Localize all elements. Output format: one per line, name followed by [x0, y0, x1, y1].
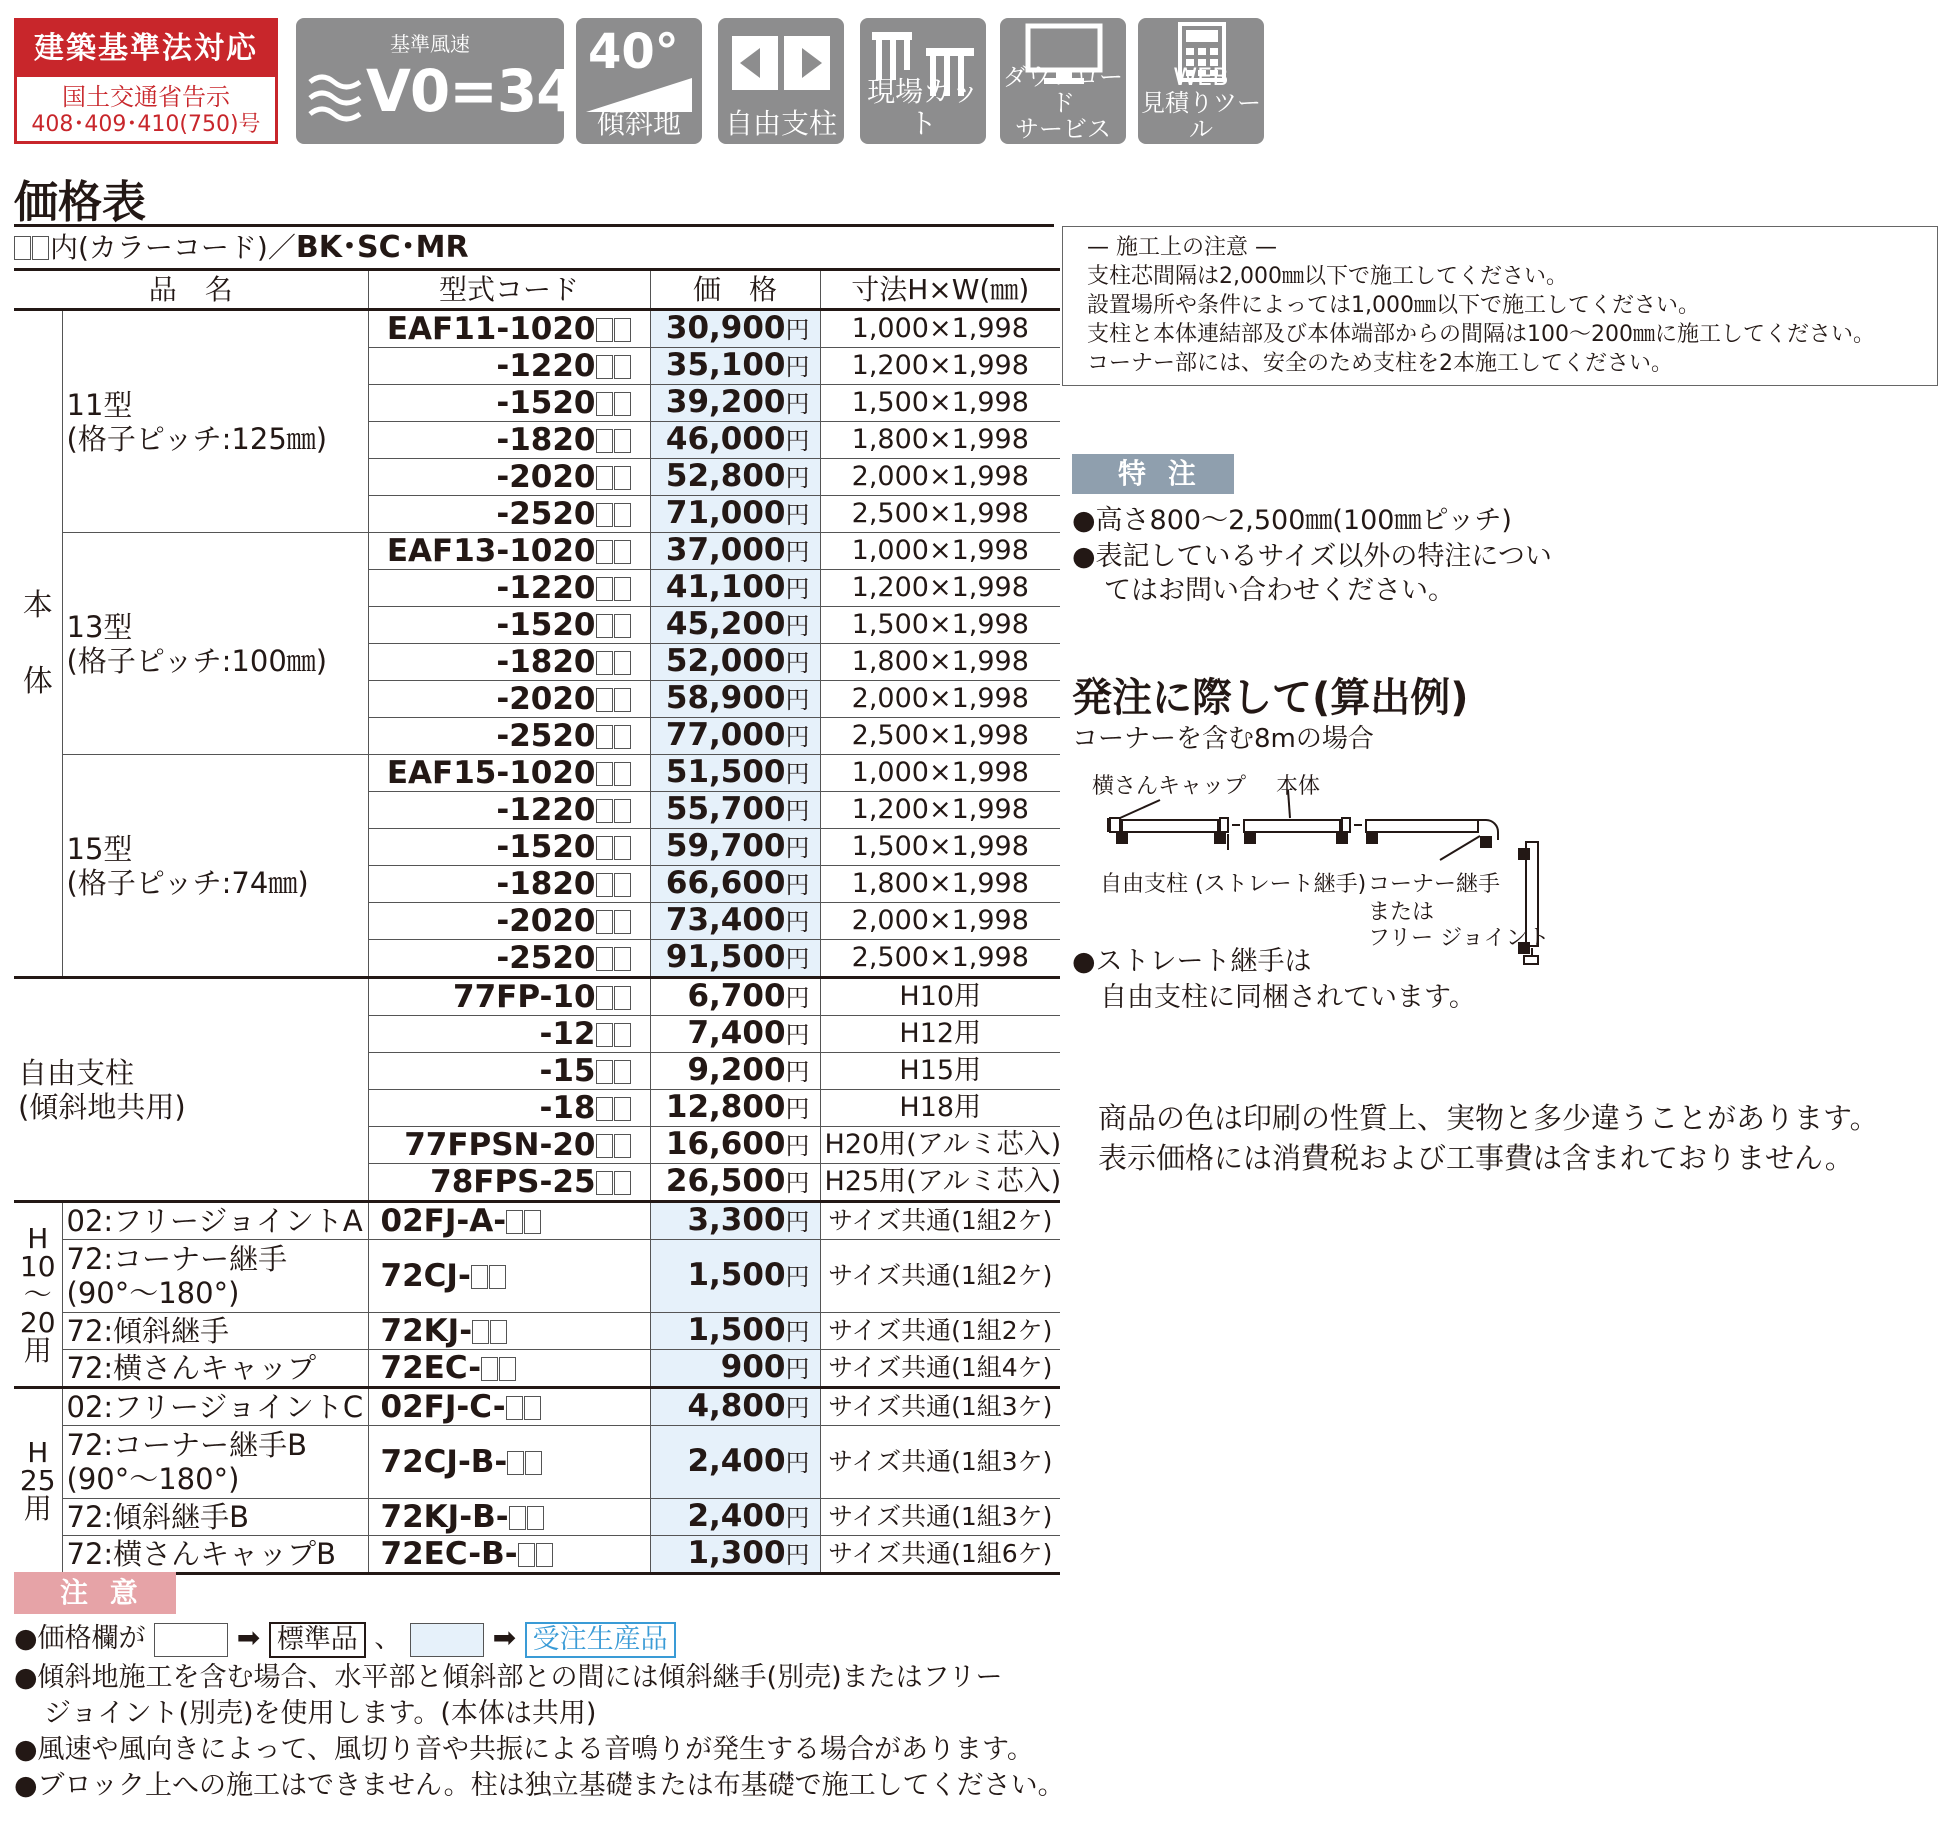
size-cell: 1,800×1,998 — [820, 866, 1060, 903]
price-cell: 16,600円 — [650, 1127, 820, 1164]
model-name: 13型 (格子ピッチ:100㎜) — [62, 533, 368, 755]
price-legend: ●価格欄が ➡ 標準品 、 ➡ 受注生産品 — [14, 1620, 676, 1658]
price-table — [14, 268, 1060, 1575]
price-cell: 37,000円 — [650, 533, 820, 570]
size-cell: H20用(アルミ芯入) — [820, 1127, 1060, 1164]
price-cell: 1,500円 — [650, 1313, 820, 1350]
free-post-badge — [718, 18, 844, 144]
price-cell: 900円 — [650, 1350, 820, 1388]
web-estimate-badge — [1138, 18, 1264, 144]
price-cell: 12,800円 — [650, 1090, 820, 1127]
part-name: 02:フリージョイントA — [62, 1202, 368, 1240]
table-row — [14, 755, 1060, 792]
price-cell: 52,000円 — [650, 644, 820, 681]
model-code: -1520 — [368, 385, 650, 422]
badge-title: 建築基準法対応 — [17, 21, 275, 77]
table-row — [14, 978, 1060, 1016]
price-cell: 59,700円 — [650, 829, 820, 866]
page-title: 価格表 — [14, 177, 146, 228]
made-to-order-swatch — [410, 1623, 484, 1657]
caution-note-1a: ●傾斜地施工を含む場合、水平部と傾斜部との間には傾斜継手(別売)またはフリー — [14, 1662, 1003, 1693]
price-cell: 7,400円 — [650, 1016, 820, 1053]
part-name: 72:コーナー継手B (90°～180°) — [62, 1426, 368, 1499]
standard-swatch — [154, 1623, 228, 1657]
height-label: H 10 ～ 20 用 — [14, 1202, 62, 1388]
model-code: -2520 — [368, 940, 650, 978]
post-name: 自由支柱 (傾斜地共用) — [14, 978, 368, 1202]
size-cell: 1,200×1,998 — [820, 570, 1060, 607]
size-cell: サイズ共通(1組3ケ) — [820, 1388, 1060, 1426]
model-code: 02FJ-C- — [368, 1388, 650, 1426]
post-label: 自由支柱 — [724, 107, 837, 140]
construction-line: 設置場所や条件によっては1,000㎜以下で施工してください。 — [1087, 293, 1700, 318]
label-free-joint: フリー ジョイント — [1368, 926, 1550, 951]
slope-badge — [576, 18, 702, 144]
model-code: 72CJ-B- — [368, 1426, 650, 1499]
model-code: 72KJ-B- — [368, 1499, 650, 1536]
size-cell: 1,000×1,998 — [820, 533, 1060, 570]
part-name: 72:コーナー継手 (90°～180°) — [62, 1240, 368, 1313]
color-code-note: 内(カラーコード)／BK･SC･MR — [14, 230, 469, 266]
web-label: WEB 見積りツール — [1141, 63, 1261, 143]
part-name: 72:横さんキャップB — [62, 1536, 368, 1574]
model-code: -2020 — [368, 903, 650, 940]
special-line-3: てはお問い合わせください。 — [1104, 575, 1455, 606]
size-cell: 2,000×1,998 — [820, 903, 1060, 940]
price-cell: 58,900円 — [650, 681, 820, 718]
badge-line1: 国土交通省告示 — [62, 83, 230, 111]
size-cell: H18用 — [820, 1090, 1060, 1127]
size-cell: H15用 — [820, 1053, 1060, 1090]
construction-line: 支柱芯間隔は2,000㎜以下で施工してください。 — [1087, 264, 1568, 289]
price-cell: 39,200円 — [650, 385, 820, 422]
special-line-1: ●高さ800～2,500㎜(100㎜ピッチ) — [1072, 505, 1512, 536]
size-cell: 1,200×1,998 — [820, 792, 1060, 829]
model-code: -1220 — [368, 348, 650, 385]
label-cap: 横さんキャップ — [1092, 774, 1247, 799]
size-cell: サイズ共通(1組3ケ) — [820, 1426, 1060, 1499]
size-cell: H10用 — [820, 978, 1060, 1016]
standard-tag: 標準品 — [269, 1622, 366, 1658]
price-cell: 4,800円 — [650, 1388, 820, 1426]
table-row — [14, 1388, 1060, 1426]
special-order-heading: 特 注 — [1072, 454, 1234, 494]
model-code: EAF11-1020 — [368, 310, 650, 348]
price-cell: 46,000円 — [650, 422, 820, 459]
size-cell: H12用 — [820, 1016, 1060, 1053]
model-code: 77FPSN-20 — [368, 1127, 650, 1164]
price-cell: 41,100円 — [650, 570, 820, 607]
caution-heading: 注 意 — [14, 1572, 176, 1614]
model-code: -1820 — [368, 644, 650, 681]
table-row — [14, 1426, 1060, 1499]
table-row — [14, 1350, 1060, 1388]
table-row — [14, 1202, 1060, 1240]
size-cell: 1,500×1,998 — [820, 829, 1060, 866]
model-code: 78FPS-25 — [368, 1164, 650, 1202]
disclaimer-color: 商品の色は印刷の性質上、実物と多少違うことがあります。 — [1098, 1101, 1879, 1135]
price-cell: 9,200円 — [650, 1053, 820, 1090]
model-code: 72KJ- — [368, 1313, 650, 1350]
price-cell: 73,400円 — [650, 903, 820, 940]
model-code: 72EC- — [368, 1350, 650, 1388]
price-cell: 45,200円 — [650, 607, 820, 644]
model-code: -12 — [368, 1016, 650, 1053]
size-cell: 2,000×1,998 — [820, 681, 1060, 718]
part-name: 72:横さんキャップ — [62, 1350, 368, 1388]
slope-value: 40° — [588, 24, 679, 80]
price-cell: 55,700円 — [650, 792, 820, 829]
model-code: -2520 — [368, 718, 650, 755]
size-cell: 2,500×1,998 — [820, 940, 1060, 978]
table-row — [14, 1240, 1060, 1313]
size-cell: 1,800×1,998 — [820, 644, 1060, 681]
size-cell: 2,000×1,998 — [820, 459, 1060, 496]
price-cell: 6,700円 — [650, 978, 820, 1016]
caution-note-3: ●ブロック上への施工はできません。柱は独立基礎または布基礎で施工してください。 — [14, 1770, 1065, 1801]
order-example-subtitle: コーナーを含む8mの場合 — [1072, 724, 1374, 754]
price-cell: 71,000円 — [650, 496, 820, 533]
model-code: 72EC-B- — [368, 1536, 650, 1574]
model-code: -15 — [368, 1053, 650, 1090]
part-name: 72:傾斜継手B — [62, 1499, 368, 1536]
price-cell: 1,300円 — [650, 1536, 820, 1574]
model-code: -1220 — [368, 792, 650, 829]
label-corner-joint: コーナー継手 — [1368, 872, 1501, 897]
model-name: 15型 (格子ピッチ:74㎜) — [62, 755, 368, 978]
size-cell: 1,800×1,998 — [820, 422, 1060, 459]
height-label: H 25 用 — [14, 1388, 62, 1574]
special-line-2: ●表記しているサイズ以外の特注につい — [1072, 541, 1552, 572]
model-code: -1520 — [368, 829, 650, 866]
size-cell: 1,000×1,998 — [820, 310, 1060, 348]
price-cell: 52,800円 — [650, 459, 820, 496]
size-cell: 2,500×1,998 — [820, 496, 1060, 533]
construction-line: 支柱と本体連結部及び本体端部からの間隔は100～200㎜に施工してください。 — [1087, 322, 1875, 347]
model-code: -2020 — [368, 459, 650, 496]
model-code: -1220 — [368, 570, 650, 607]
model-code: EAF15-1020 — [368, 755, 650, 792]
table-row — [14, 533, 1060, 570]
part-name: 72:傾斜継手 — [62, 1313, 368, 1350]
label-free-post: 自由支柱 (ストレート継手) — [1100, 872, 1367, 897]
wind-label: 基準風速 — [390, 32, 470, 56]
label-or: または — [1368, 900, 1435, 925]
price-cell: 51,500円 — [650, 755, 820, 792]
model-code: -2020 — [368, 681, 650, 718]
wind-icon — [308, 70, 362, 126]
table-row — [14, 310, 1060, 348]
price-cell: 2,400円 — [650, 1499, 820, 1536]
site-cut-badge — [860, 18, 986, 144]
download-label: ダウンロード サービス — [1003, 63, 1123, 143]
model-code: -1520 — [368, 607, 650, 644]
price-cell: 26,500円 — [650, 1164, 820, 1202]
model-name: 11型 (格子ピッチ:125㎜) — [62, 310, 368, 533]
caution-note-2: ●風速や風向きによって、風切り音や共振による音鳴りが発生する場合があります。 — [14, 1734, 1034, 1765]
model-code: 77FP-10 — [368, 978, 650, 1016]
price-cell: 35,100円 — [650, 348, 820, 385]
construction-title: — 施工上の注意 — — [1087, 235, 1277, 260]
model-code: -18 — [368, 1090, 650, 1127]
building-standard-badge — [14, 18, 278, 144]
size-cell: サイズ共通(1組2ケ) — [820, 1313, 1060, 1350]
price-cell: 66,600円 — [650, 866, 820, 903]
table-header: 品 名 型式コード 価 格 寸法H×W(㎜) — [14, 270, 1060, 310]
caution-note-1b: ジョイント(別売)を使用します。(本体は共用) — [44, 1698, 597, 1729]
table-row — [14, 1499, 1060, 1536]
size-cell: H25用(アルミ芯入) — [820, 1164, 1060, 1202]
model-code: -1820 — [368, 866, 650, 903]
size-cell: 1,500×1,998 — [820, 385, 1060, 422]
table-row — [14, 1536, 1060, 1574]
size-cell: 1,500×1,998 — [820, 607, 1060, 644]
disclaimer-tax: 表示価格には消費税および工事費は含まれておりません。 — [1098, 1141, 1854, 1175]
download-badge — [1000, 18, 1126, 144]
size-cell: 1,200×1,998 — [820, 348, 1060, 385]
model-code: -1820 — [368, 422, 650, 459]
cut-label: 現場カット — [867, 75, 979, 140]
price-cell: 3,300円 — [650, 1202, 820, 1240]
size-cell: 1,000×1,998 — [820, 755, 1060, 792]
size-cell: サイズ共通(1組3ケ) — [820, 1499, 1060, 1536]
post-icon — [730, 28, 832, 98]
straight-joint-note: ●ストレート継手は 自由支柱に同梱されています。 — [1072, 946, 1476, 1013]
title-rule — [14, 224, 1054, 227]
model-code: EAF13-1020 — [368, 533, 650, 570]
wind-speed-badge — [296, 18, 576, 144]
badge-line2: 408･409･410(750)号 — [31, 112, 261, 137]
made-to-order-tag: 受注生産品 — [525, 1622, 676, 1658]
label-body: 本体 — [1276, 774, 1321, 799]
price-cell: 30,900円 — [650, 310, 820, 348]
wind-value: V0=34 — [366, 57, 576, 125]
construction-line: コーナー部には、安全のため支柱を2本施工してください。 — [1087, 351, 1673, 376]
size-cell: サイズ共通(1組2ケ) — [820, 1202, 1060, 1240]
order-example-title: 発注に際して(算出例) — [1072, 675, 1469, 721]
size-cell: サイズ共通(1組6ケ) — [820, 1536, 1060, 1574]
body-label: 本 体 — [14, 310, 62, 978]
price-cell: 1,500円 — [650, 1240, 820, 1313]
model-code: 72CJ- — [368, 1240, 650, 1313]
disclaimer — [1098, 1098, 1879, 1178]
price-cell: 2,400円 — [650, 1426, 820, 1499]
part-name: 02:フリージョイントC — [62, 1388, 368, 1426]
slope-label: 傾斜地 — [596, 107, 681, 140]
size-cell: サイズ共通(1組4ケ) — [820, 1350, 1060, 1388]
model-code: -2520 — [368, 496, 650, 533]
table-row — [14, 1313, 1060, 1350]
price-cell: 77,000円 — [650, 718, 820, 755]
price-cell: 91,500円 — [650, 940, 820, 978]
construction-notes-box — [1062, 226, 1938, 386]
size-cell: サイズ共通(1組2ケ) — [820, 1240, 1060, 1313]
size-cell: 2,500×1,998 — [820, 718, 1060, 755]
model-code: 02FJ-A- — [368, 1202, 650, 1240]
